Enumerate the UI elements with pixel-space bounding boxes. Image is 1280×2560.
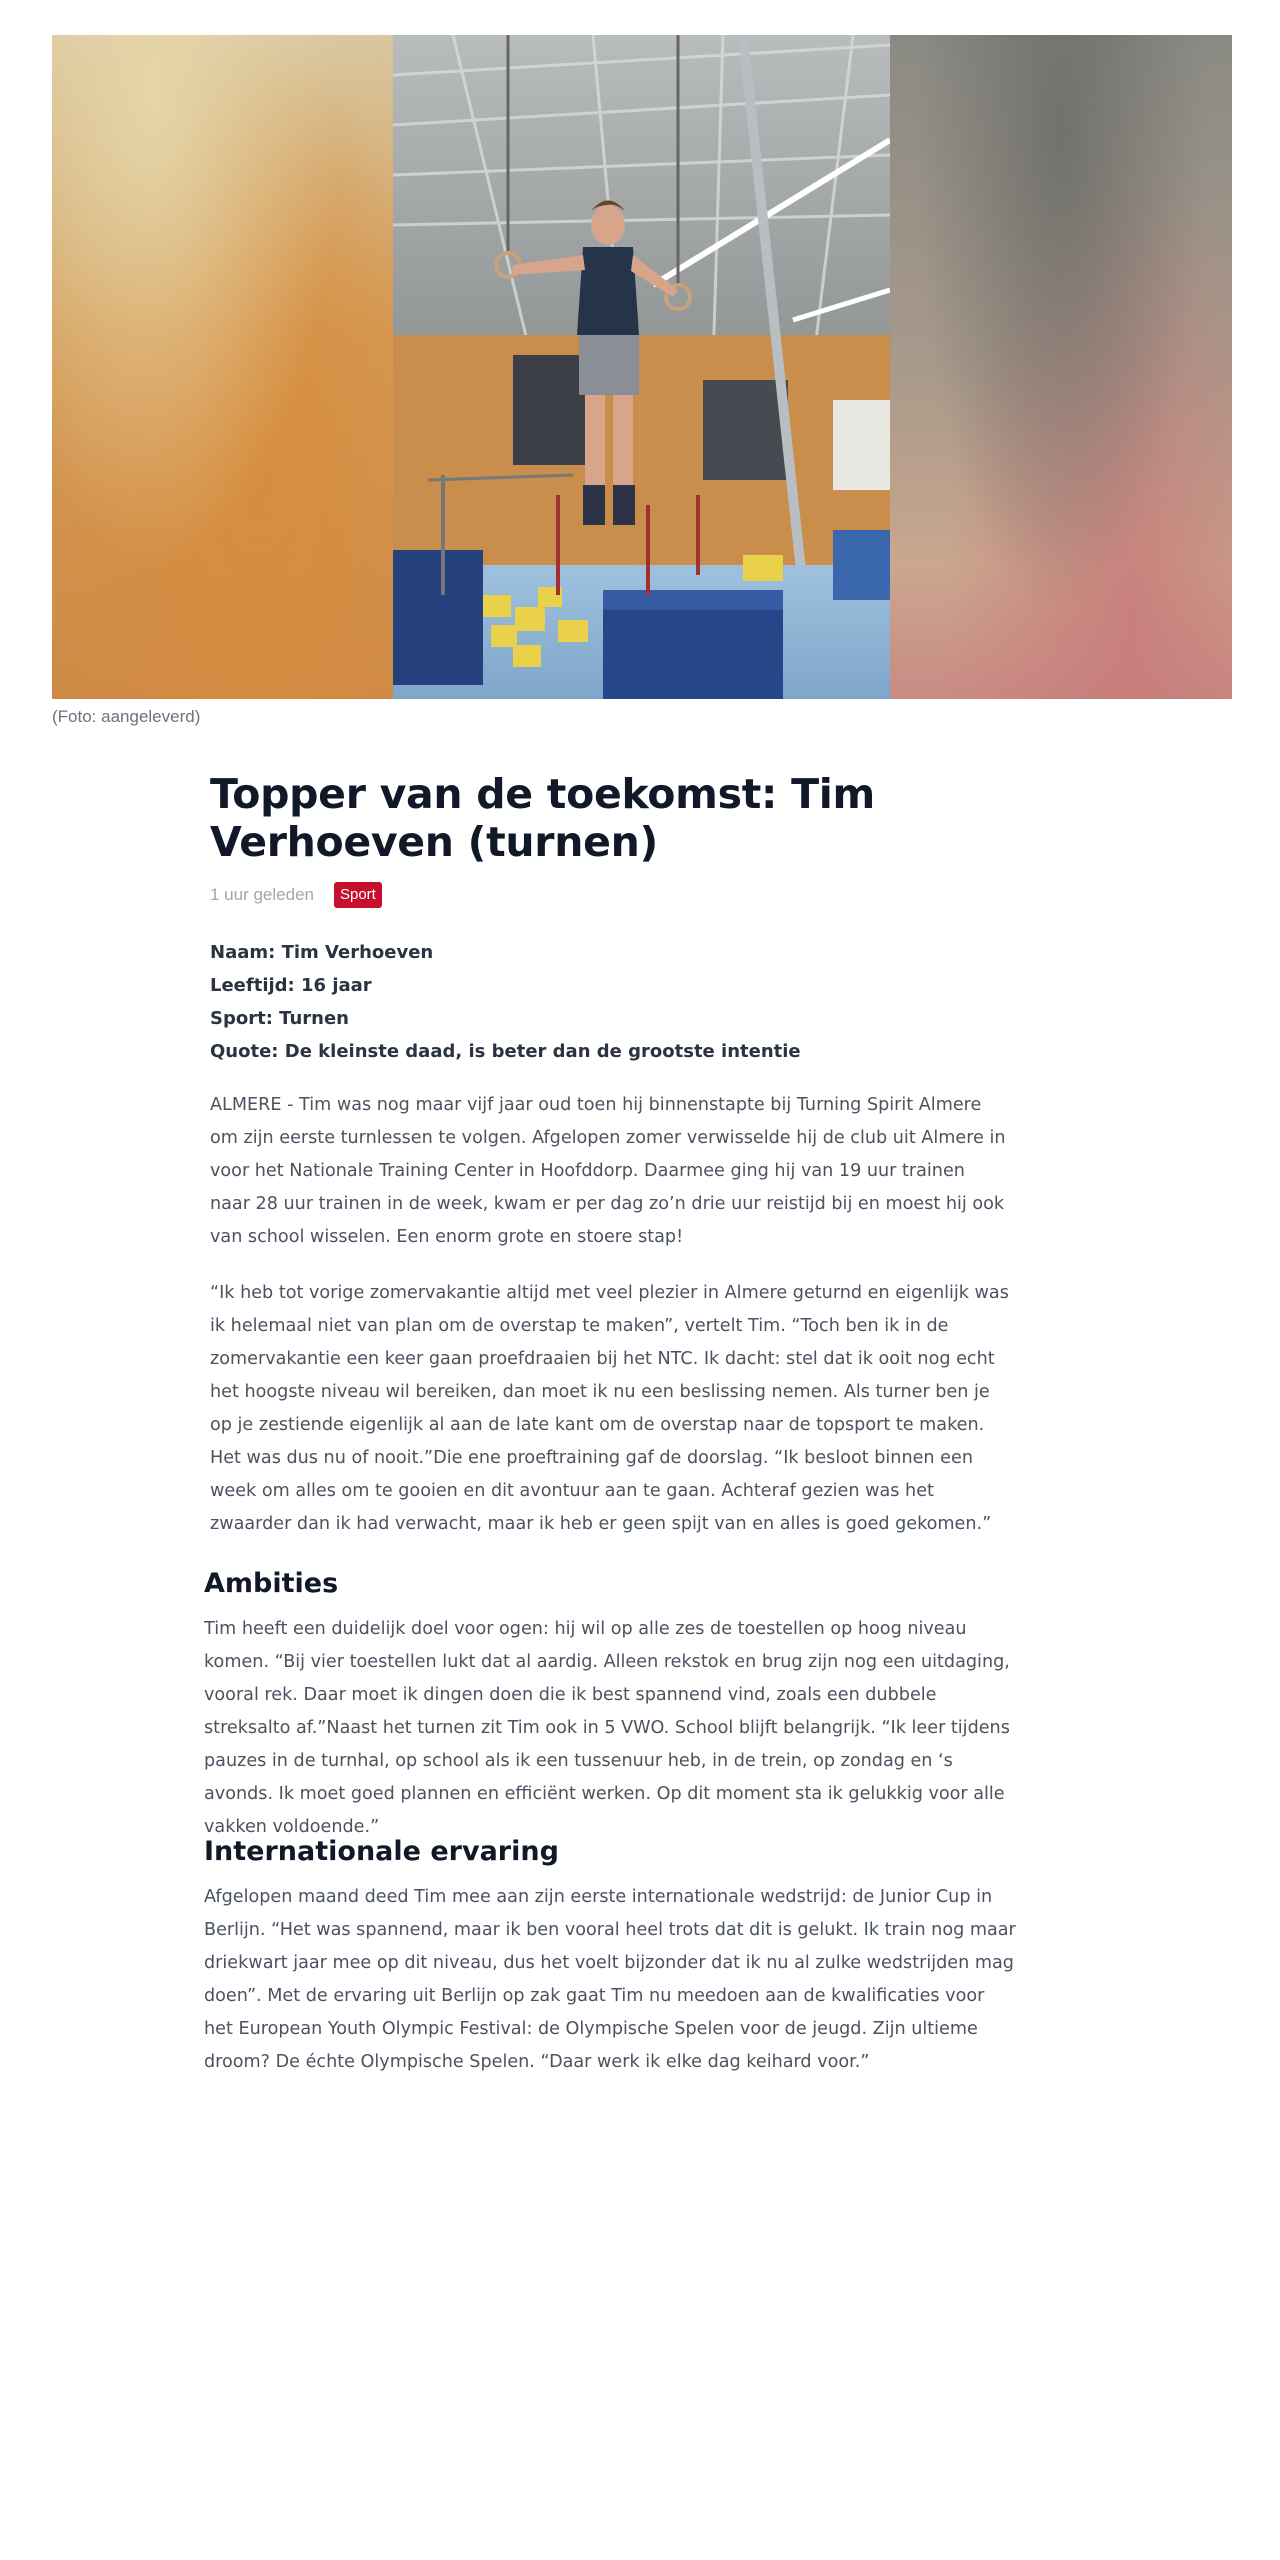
profile-facts bbox=[210, 936, 1010, 1068]
hero-image bbox=[52, 35, 1232, 699]
fact-quote: Quote: De kleinste daad, is beter dan de grootste intentie bbox=[210, 1041, 801, 1062]
article-meta bbox=[210, 880, 382, 910]
photo-caption: (Foto: aangeleverd) bbox=[52, 707, 201, 726]
intro-paragraph: ALMERE - Tim was nog maar vijf jaar oud toen hij binnenstapte bij Turning Spirit Almere om zijn eerste turnlessen te volgen. Afgelopen zomer verwisselde hij de club uit Almere in voor het Nationale Training Center in Hoofddorp. Daarmee ging hij van 19 uur trainen naar 28 uur trainen in de week, kwam er per dag zo’n drie uur reistijd bij en moest hij ook van school wisselen. Een enorm grote en stoere stap! bbox=[210, 1095, 1006, 1247]
published-time: 1 uur geleden bbox=[210, 885, 314, 904]
fact-sport: Sport: Turnen bbox=[210, 1008, 349, 1029]
section-text-internationale-ervaring: Afgelopen maand deed Tim mee aan zijn eerste internationale wedstrijd: de Junior Cup in Berlijn. “Het was spannend, maar ik ben vooral heel trots dat dit is gelukt. Ik train nog maar driekwart jaar mee op dit niveau, dus het voelt bijzonder dat ik nu al zulke wedstrijden mag doen”. Met de ervaring uit Berlijn op zak gaat Tim nu meedoen aan de kwalificaties voor het European Youth Olympic Festival: de Olympische Spelen voor de jeugd. Zijn ultieme droom? De échte Olympische Spelen. “Daar werk ik elke dag keihard voor.” bbox=[204, 1887, 1016, 2072]
section-text-ambities: Tim heeft een duidelijk doel voor ogen: hij wil op alle zes de toestellen op hoog niveau komen. “Bij vier toestellen lukt dat al aardig. Alleen rekstok en brug zijn nog een uitdaging, vooral rek. Daar moet ik dingen doen die ik best spannend vind, zoals een dubbele streksalto af.”Naast het turnen zit Tim ook in 5 VWO. School blijft belangrijk. “Ik leer tijdens pauzes in de turnhal, op school als ik een tussenuur heb, in de trein, op zondag en ‘s avonds. Ik moet goed plannen en efficiënt werken. Op dit moment sta ik gelukkig voor alle vakken voldoende.” bbox=[204, 1619, 1010, 1837]
hero-blurred-background-left bbox=[52, 35, 393, 699]
fact-age: Leeftijd: 16 jaar bbox=[210, 975, 372, 996]
article-title: Topper van de toekomst: Tim Verhoeven (turnen) bbox=[210, 770, 875, 866]
category-badge[interactable]: Sport bbox=[334, 882, 382, 908]
quote-paragraph: “Ik heb tot vorige zomervakantie altijd met veel plezier in Almere geturnd en eigenlijk was ik helemaal niet van plan om de overstap te maken”, vertelt Tim. “Toch ben ik in de zomervakantie een keer gaan proefdraaien bij het NTC. Ik dacht: stel dat ik ooit nog echt het hoogste niveau wil bereiken, dan moet ik nu een beslissing nemen. Als turner ben je op je zestiende eigenlijk al aan de late kant om de overstap naar de topsport te maken. Het was dus nu of nooit.”Die ene proeftraining gaf de doorslag. “Ik besloot binnen een week om alles om te gooien en dit avontuur aan te gaan. Achteraf gezien was het zwaarder dan ik had verwacht, maar ik heb er geen spijt van en alles is goed gekomen.” bbox=[210, 1283, 1009, 1534]
section-heading-internationale-ervaring: Internationale ervaring bbox=[204, 1836, 559, 1867]
gymnast-on-rings-photo bbox=[393, 35, 890, 699]
section-heading-ambities: Ambities bbox=[204, 1568, 339, 1599]
fact-name: Naam: Tim Verhoeven bbox=[210, 942, 434, 963]
hero-blurred-background-right bbox=[890, 35, 1232, 699]
